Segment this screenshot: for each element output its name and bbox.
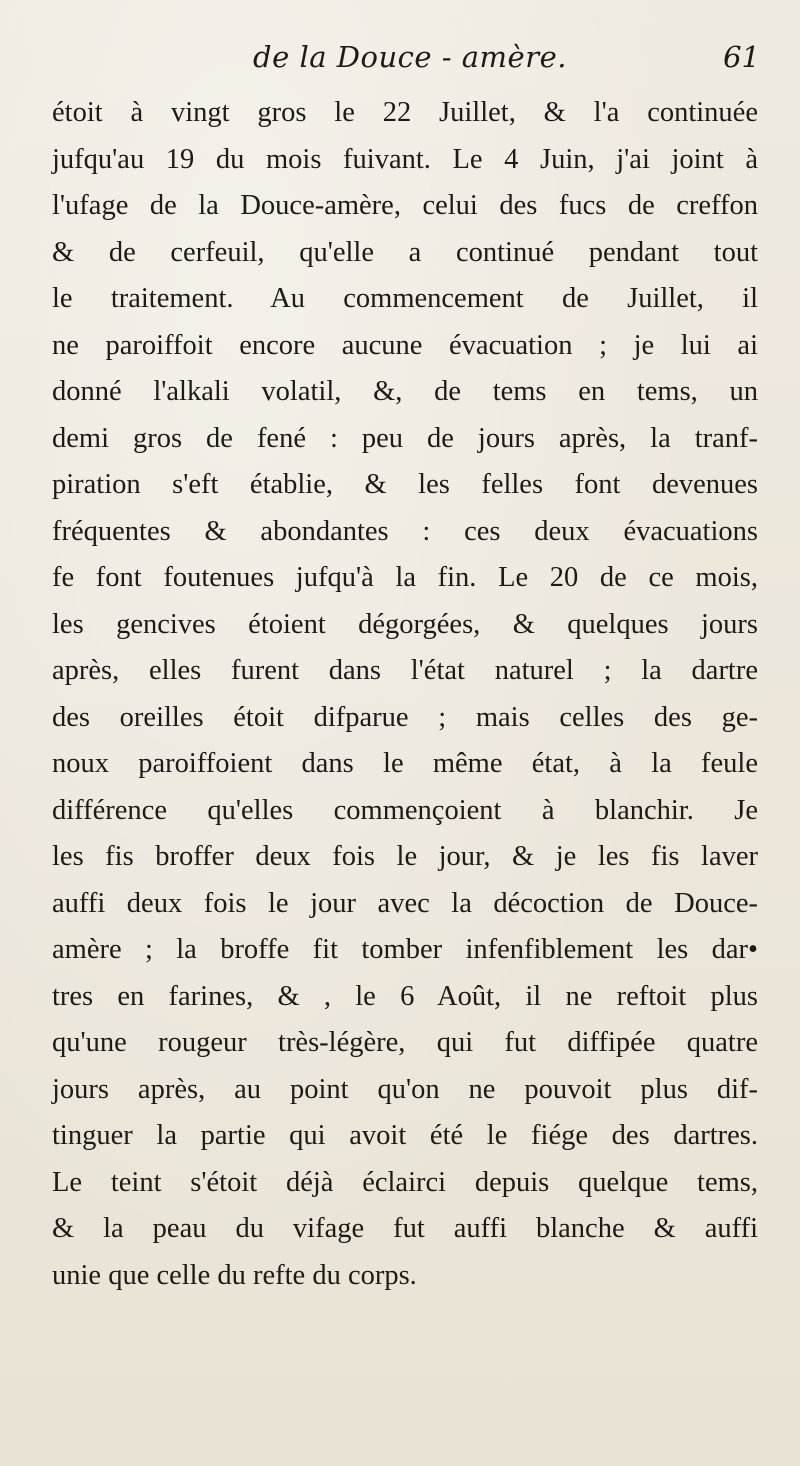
text-line: les gencives étoient dégorgées, & quelques jours — [52, 608, 758, 640]
text-line: Le teint s'étoit déjà éclairci depuis quelque tems, — [52, 1166, 758, 1198]
text-line: donné l'alkali volatil, &, de tems en tems, un — [52, 376, 758, 407]
text-line: différence qu'elles commençoient à blanchir. Je — [52, 794, 758, 826]
text-line: demi gros de fené : peu de jours après, la tranf- — [52, 422, 758, 454]
text-line: des oreilles étoit difparue ; mais celles des ge- — [52, 701, 758, 733]
page-header — [60, 40, 760, 90]
text-line: & de cerfeuil, qu'elle a continué pendant tout — [52, 236, 758, 268]
text-line: fe font foutenues jufqu'à la fin. Le 20 de ce mois, — [52, 562, 758, 593]
text-line: tres en farines, & , le 6 Août, il ne reftoit plus — [52, 980, 758, 1012]
text-line: piration s'eft établie, & les felles font devenues — [52, 469, 758, 500]
text-line: tinguer la partie qui avoit été le fiége des dartres. — [52, 1120, 758, 1151]
text-line: noux paroiffoient dans le même état, à la feule — [52, 748, 758, 779]
text-line: après, elles furent dans l'état naturel ; la dartre — [52, 655, 758, 686]
text-line: qu'une rougeur très-légère, qui fut diffipée quatre — [52, 1027, 758, 1058]
text-line: & la peau du vifage fut auffi blanche & auffi — [52, 1213, 758, 1244]
text-line: fréquentes & abondantes : ces deux évacuations — [52, 515, 758, 547]
text-line: jufqu'au 19 du mois fuivant. Le 4 Juin, j'ai joint à — [52, 143, 758, 175]
text-line: l'ufage de la Douce-amère, celui des fucs de creffon — [52, 190, 758, 221]
text-line: le traitement. Au commencement de Juillet, il — [52, 283, 758, 314]
text-line: les fis broffer deux fois le jour, & je les fis laver — [52, 841, 758, 872]
page-number: 61 — [723, 40, 760, 74]
body-text — [52, 90, 758, 1299]
text-line: étoit à vingt gros le 22 Juillet, & l'a continuée — [52, 97, 758, 128]
running-title: de la Douce - amère. — [253, 40, 567, 74]
text-line: jours après, au point qu'on ne pouvoit plus dif- — [52, 1073, 758, 1105]
text-line: ne paroiffoit encore aucune évacuation ; je lui ai — [52, 329, 758, 361]
text-line: amère ; la broffe fit tomber infenfiblement les dar• — [52, 934, 758, 965]
text-line: auffi deux fois le jour avec la décoction de Douce- — [52, 887, 758, 919]
text-line: unie que celle du refte du corps. — [52, 1259, 417, 1291]
